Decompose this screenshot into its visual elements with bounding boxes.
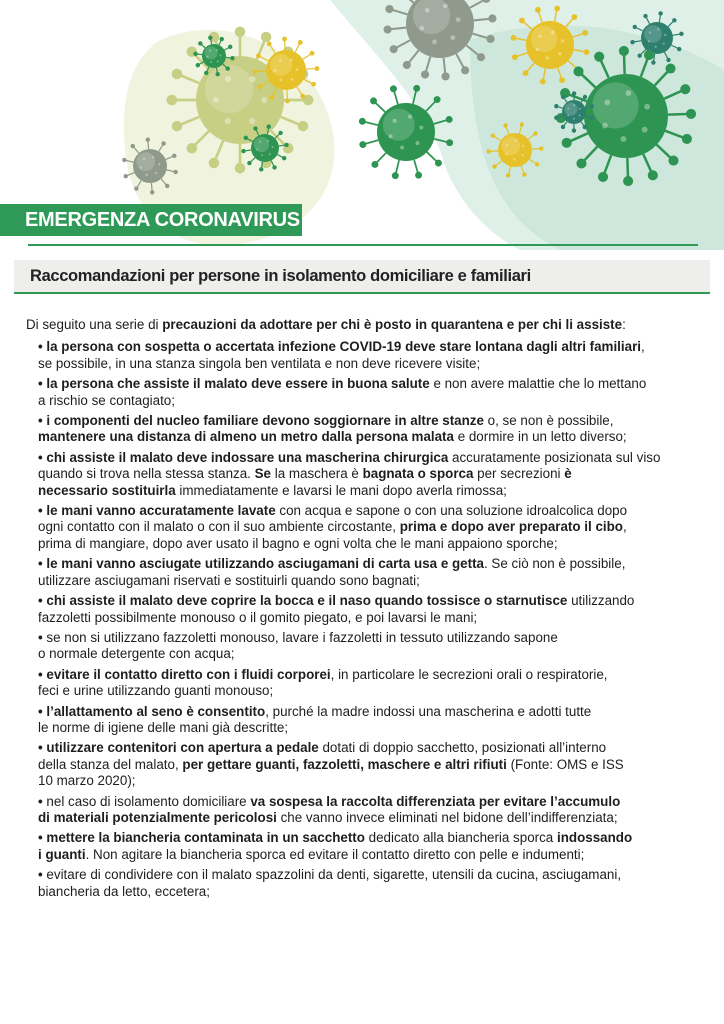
bullet-glyph: • <box>38 740 47 756</box>
page-subtitle: Raccomandazioni per persone in isolamento domiciliare e familiari <box>30 267 531 285</box>
list-item <box>38 867 706 900</box>
intro-tail: : <box>622 317 626 332</box>
item-text: se possibile, in una stanza singola ben ventilata e non deve ricevere visite; <box>38 355 481 371</box>
list-item <box>38 630 706 663</box>
item-text: (Fonte: OMS e ISS <box>506 756 624 772</box>
item-text-bold: è <box>564 466 572 482</box>
list-item <box>38 339 706 372</box>
item-text: utilizzando <box>567 593 635 609</box>
item-text: dedicato alla biancheria sporca <box>364 830 557 846</box>
item-text: o normale detergente con acqua; <box>38 646 235 662</box>
list-item <box>38 667 706 700</box>
item-text: le norme di igiene delle mani già descritte; <box>38 719 289 735</box>
bullet-glyph: • <box>38 629 47 645</box>
item-text-bold: evitare il contatto diretto con i fluidi corporei <box>46 666 331 682</box>
bullet-glyph: • <box>38 556 47 572</box>
item-text: con acqua e sapone o con una soluzione idroalcolica dopo <box>275 503 628 519</box>
document-body <box>26 317 706 904</box>
item-text: fazzoletti possibilmente monouso o il gomito piegato, e poi lavarsi le mani; <box>38 609 478 625</box>
item-text: , <box>641 339 645 355</box>
bullet-glyph: • <box>38 830 47 846</box>
item-text-bold: mantenere una distanza di almeno un metro dalla persona malata <box>38 429 454 445</box>
bullet-glyph: • <box>38 867 47 883</box>
item-text: feci e urine utilizzando guanti monouso; <box>38 683 274 699</box>
item-text: la maschera è <box>271 466 363 482</box>
item-text-bold: le mani vanno asciugate utilizzando asciugamani di carta usa e getta <box>46 556 484 572</box>
item-text-bold: bagnata o sporca <box>362 466 474 482</box>
list-item <box>38 450 706 499</box>
item-text: 10 marzo 2020); <box>38 773 136 789</box>
item-text-bold: la persona che assiste il malato deve essere in buona salute <box>46 376 430 392</box>
item-text: e non avere malattie che lo mettano <box>429 376 647 392</box>
bullet-glyph: • <box>38 413 47 429</box>
intro-lead: Di seguito una serie di <box>26 317 163 332</box>
item-text: , in particolare le secrezioni orali o respiratorie, <box>330 666 608 682</box>
bullet-glyph: • <box>38 376 47 392</box>
item-text: a rischio se contagiato; <box>38 392 175 408</box>
item-text-bold: indossando <box>556 830 633 846</box>
list-item <box>38 376 706 409</box>
item-text: dotati di doppio sacchetto, posizionati all’interno <box>318 740 607 756</box>
item-text-bold: Se <box>254 466 272 482</box>
intro-bold: precauzioni da adottare per chi è posto in quarantena e per chi li assiste <box>162 317 623 332</box>
list-item <box>38 740 706 789</box>
item-text: . Se ciò non è possibile, <box>483 556 626 572</box>
item-text-bold: la persona con sospetta o accertata infezione COVID-19 deve stare lontana dagli altri familiari <box>46 339 642 355</box>
bullet-glyph: • <box>38 503 47 519</box>
item-text: biancheria da letto, eccetera; <box>38 883 210 899</box>
divider-rule <box>28 244 698 246</box>
item-text-bold: necessario sostituirla <box>38 482 176 498</box>
item-text-bold: le mani vanno accuratamente lavate <box>46 503 276 519</box>
item-text-bold: di materiali potenzialmente pericolosi <box>38 809 277 825</box>
list-item <box>38 503 706 552</box>
item-text: utilizzare asciugamani riservati e sostituirli quando sono bagnati; <box>38 572 420 588</box>
bullet-glyph: • <box>38 339 47 355</box>
list-item <box>38 794 706 827</box>
item-text-bold: mettere la biancheria contaminata in un sacchetto <box>46 830 365 846</box>
item-text: quando si trova nella stessa stanza. <box>38 466 255 482</box>
emergency-banner <box>0 204 302 236</box>
item-text-bold: l’allattamento al seno è consentito <box>46 703 266 719</box>
list-item <box>38 704 706 737</box>
item-text: prima di mangiare, dopo aver usato il bagno e ogni volta che le mani appaiono sporche; <box>38 535 558 551</box>
item-text: e dormire in un letto diverso; <box>453 429 627 445</box>
item-text: immediatamente e lavarsi le mani dopo averla rimossa; <box>175 482 507 498</box>
item-text: o, se non è possibile, <box>483 413 614 429</box>
item-text-bold: va sospesa la raccolta differenziata per evitare l’accumulo <box>250 793 621 809</box>
item-text-bold: utilizzare contenitori con apertura a pedale <box>46 740 319 756</box>
item-text: accuratamente posizionata sul viso <box>448 449 661 465</box>
list-item <box>38 556 706 589</box>
item-text-bold: chi assiste il malato deve coprire la bocca e il naso quando tossisce o starnutisce <box>46 593 568 609</box>
item-text: evitare di condividere con il malato spazzolini da denti, sigarette, utensili da cucina, asciugamani, <box>46 867 622 883</box>
item-text: , purché la madre indossi una mascherina e adotti tutte <box>265 703 592 719</box>
banner-title: EMERGENZA CORONAVIRUS <box>25 209 300 231</box>
list-item <box>38 830 706 863</box>
item-text: . Non agitare la biancheria sporca ed evitare il contatto diretto con pelle e indumenti; <box>85 846 585 862</box>
list-item <box>38 593 706 626</box>
subtitle-bar <box>14 260 710 294</box>
item-text: se non si utilizzano fazzoletti monouso, lavare i fazzoletti in tessuto utilizzando sapone <box>46 629 558 645</box>
item-text-bold: prima e dopo aver preparato il cibo <box>399 519 623 535</box>
item-text: della stanza del malato, <box>38 756 183 772</box>
virus-particle <box>167 27 314 174</box>
bullet-glyph: • <box>38 449 47 465</box>
item-text: ogni contatto con il malato o con il suo ambiente circostante, <box>38 519 400 535</box>
item-text-bold: i guanti <box>38 846 86 862</box>
item-text: che vanno invece eliminati nel bidone dell’indifferenziata; <box>276 809 618 825</box>
item-text: per secrezioni <box>473 466 565 482</box>
item-text: nel caso di isolamento domiciliare <box>46 793 251 809</box>
bullet-glyph: • <box>38 593 47 609</box>
bullet-glyph: • <box>38 793 47 809</box>
intro-paragraph <box>26 317 706 333</box>
item-text: , <box>622 519 627 535</box>
item-text-bold: i componenti del nucleo familiare devono soggiornare in altre stanze <box>46 413 484 429</box>
item-text-bold: chi assiste il malato deve indossare una mascherina chirurgica <box>46 449 449 465</box>
bullet-glyph: • <box>38 703 47 719</box>
bullet-glyph: • <box>38 666 47 682</box>
item-text-bold: per gettare guanti, fazzoletti, maschere e altri rifiuti <box>182 756 507 772</box>
precautions-list <box>26 339 706 900</box>
list-item <box>38 413 706 446</box>
